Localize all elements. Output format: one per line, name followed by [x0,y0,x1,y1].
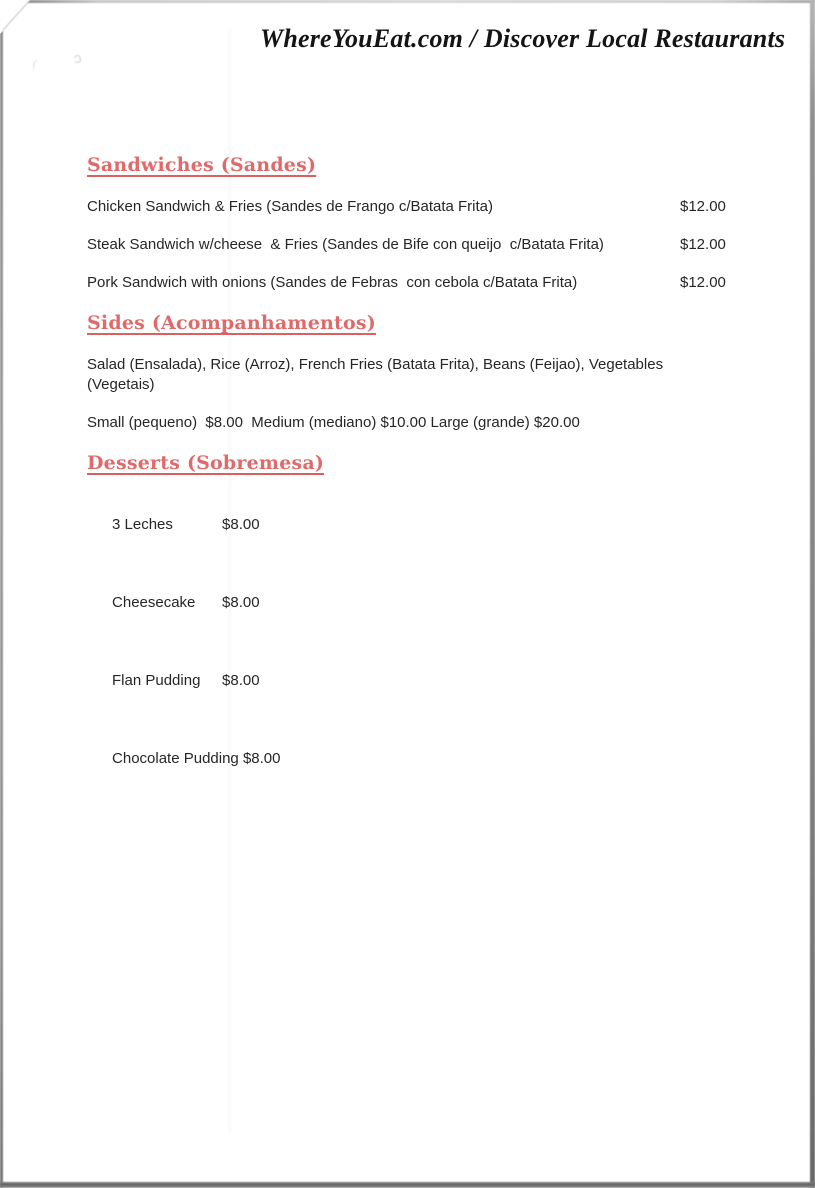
menu-item-row [87,651,732,711]
scan-edge-right [810,0,815,1188]
menu-item-price: $8.00 [222,516,260,533]
page-title: WhereYouEat.com / Discover Local Restaurants [260,24,786,53]
menu-item-name: Flan Pudding [112,672,201,689]
menu-item-row [87,573,732,633]
menu-item-name: Chocolate Pudding [112,750,243,767]
menu-item-row [87,197,732,217]
menu-item-price: $12.00 [680,198,726,215]
menu-item-row [87,273,732,293]
menu-item-price: $12.00 [680,236,726,253]
section-heading-sides: Sides (Acompanhamentos) [87,312,376,334]
scan-edge-top [0,0,815,3]
scan-edge-left [0,0,3,1188]
menu-item-name: 3 Leches [112,516,173,533]
menu-item-name: Cheesecake [112,594,196,611]
sides-options-line: Salad (Ensalada), Rice (Arroz), French Fries (Batata Frita), Beans (Feijao), Vegetables (Vegetais) [87,356,668,393]
menu-item-price: $12.00 [680,274,726,291]
menu-item-price: $8.00 [222,594,260,611]
menu-item-name: Steak Sandwich w/cheese & Fries (Sandes de Bife con queijo c/Batata Frita) [87,236,604,253]
menu-item-row [87,495,732,555]
menu-item-name: Chicken Sandwich & Fries (Sandes de Frango c/Batata Frita) [87,198,494,215]
section-heading-sandwiches: Sandwiches (Sandes) [87,154,317,176]
menu-item-name: Pork Sandwich with onions (Sandes de Febras con cebola c/Batata Frita) [87,274,578,291]
section-heading-desserts: Desserts (Sobremesa) [87,452,325,474]
menu-content [87,153,732,789]
scan-smudge-artifact: ﹙ [25,53,45,74]
scan-smudge-artifact: ɔ [72,49,83,68]
menu-item-price: $8.00 [222,672,260,689]
menu-item-row [87,235,732,255]
scan-edge-bottom [0,1182,815,1188]
menu-item-price: $8.00 [242,750,281,767]
menu-item-row [87,729,732,789]
sides-prices-line: Small (pequeno) $8.00 Medium (mediano) $10.00 Large (grande) $20.00 [87,414,580,431]
